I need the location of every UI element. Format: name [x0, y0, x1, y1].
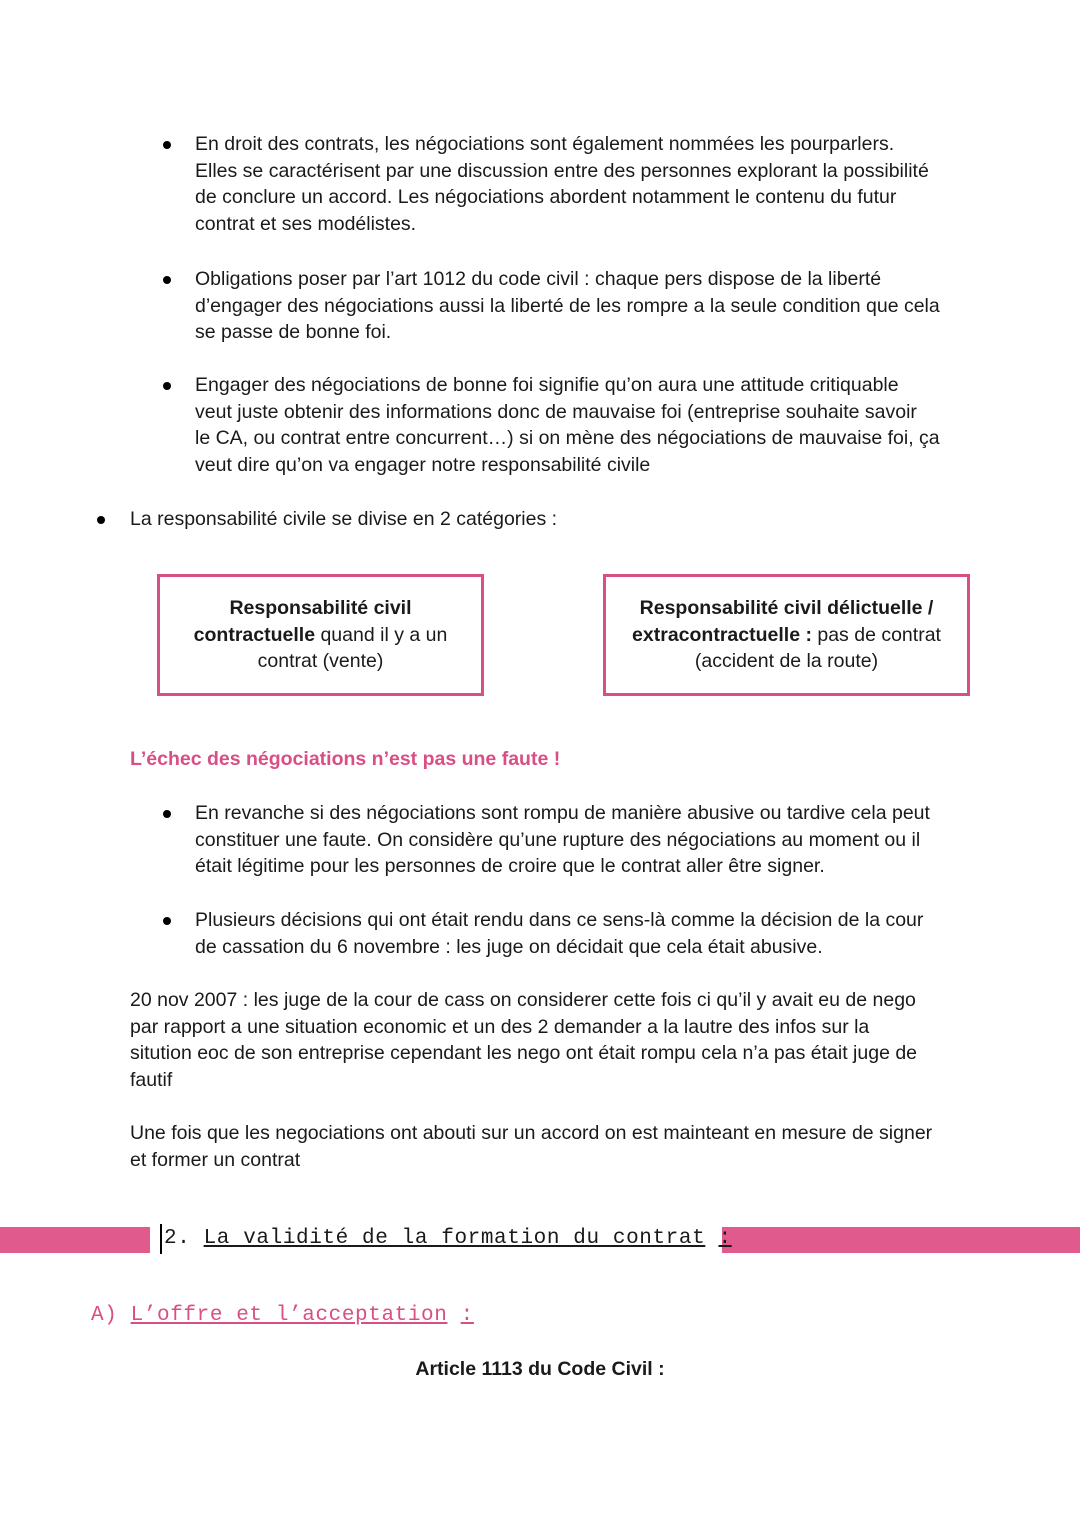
- article-title: Article 1113 du Code Civil :: [415, 1358, 665, 1380]
- bullet-paragraph-rupture: En revanche si des négociations sont rompu de manière abusive ou tardive cela peut constituer une faute. On considère qu’une rupture des négociations au moment ou il était légitime pour les personnes de croire que le contrat aller être signer.: [195, 802, 930, 878]
- section-band-right: [722, 1227, 1080, 1253]
- pink-heading: L’échec des négociations n’est pas une faute !: [130, 748, 561, 770]
- bullet-dot: [163, 141, 171, 149]
- box-responsabilite-contractuelle: Responsabilité civil contractuelle quand il y a un contrat (vente): [157, 574, 484, 696]
- bullet-dot: [97, 516, 105, 524]
- bullet-dot: [163, 276, 171, 284]
- section-band-left: [0, 1227, 150, 1253]
- section-heading: 2. La validité de la formation du contrat :: [160, 1224, 732, 1254]
- bullet-dot: [163, 810, 171, 818]
- outer-bullet-text: La responsabilité civile se divise en 2 catégories :: [130, 508, 558, 530]
- box-responsabilite-delictuelle: Responsabilité civil délictuelle / extracontractuelle : pas de contrat (accident de la route): [603, 574, 970, 696]
- bullet-paragraph-decisions: Plusieurs décisions qui ont était rendu dans ce sens-là comme la décision de la cour de cassation du 6 novembre : les juge on décidait que cela était abusive.: [195, 909, 924, 958]
- bullet-paragraph-obligations: Obligations poser par l’art 1012 du code civil : chaque pers dispose de la liberté d’engager des négociations aussi la liberté de les rompre a la seule condition que cela se passe de bonne foi.: [195, 268, 940, 344]
- bullet-dot: [163, 917, 171, 925]
- bullet-paragraph-pourparlers: En droit des contrats, les négociations sont également nommées les pourparlers. Elles se caractérisent par une discussion entre des personnes explorant la possibilité de conclure un accord. Les négociations abordent notamment le contenu du futur contrat et ses modélistes.: [195, 133, 929, 235]
- subsection-heading: A) L’offre et l’acceptation :: [91, 1304, 474, 1327]
- paragraph-20-nov-2007: 20 nov 2007 : les juge de la cour de cass on considerer cette fois ci qu’il y avait eu de nego par rapport a une situation economic et un des 2 demander a la lautre des infos sur la sitution eoc de son entreprise cependant les nego ont était rompu cela n’a pas était juge de fautif: [130, 989, 918, 1091]
- bullet-dot: [163, 382, 171, 390]
- bullet-paragraph-bonne-foi: Engager des négociations de bonne foi signifie qu’on aura une attitude critiquable veut juste obtenir des informations donc de mauvaise foi (entreprise souhaite savoir le CA, ou contrat entre concurrent…) si on mène des négociations de mauvaise foi, ça veut dire qu’on va engager notre responsabilité civile: [195, 374, 940, 476]
- paragraph-accord: Une fois que les negociations ont abouti sur un accord on est mainteant en mesure de signer et former un contrat: [130, 1122, 933, 1171]
